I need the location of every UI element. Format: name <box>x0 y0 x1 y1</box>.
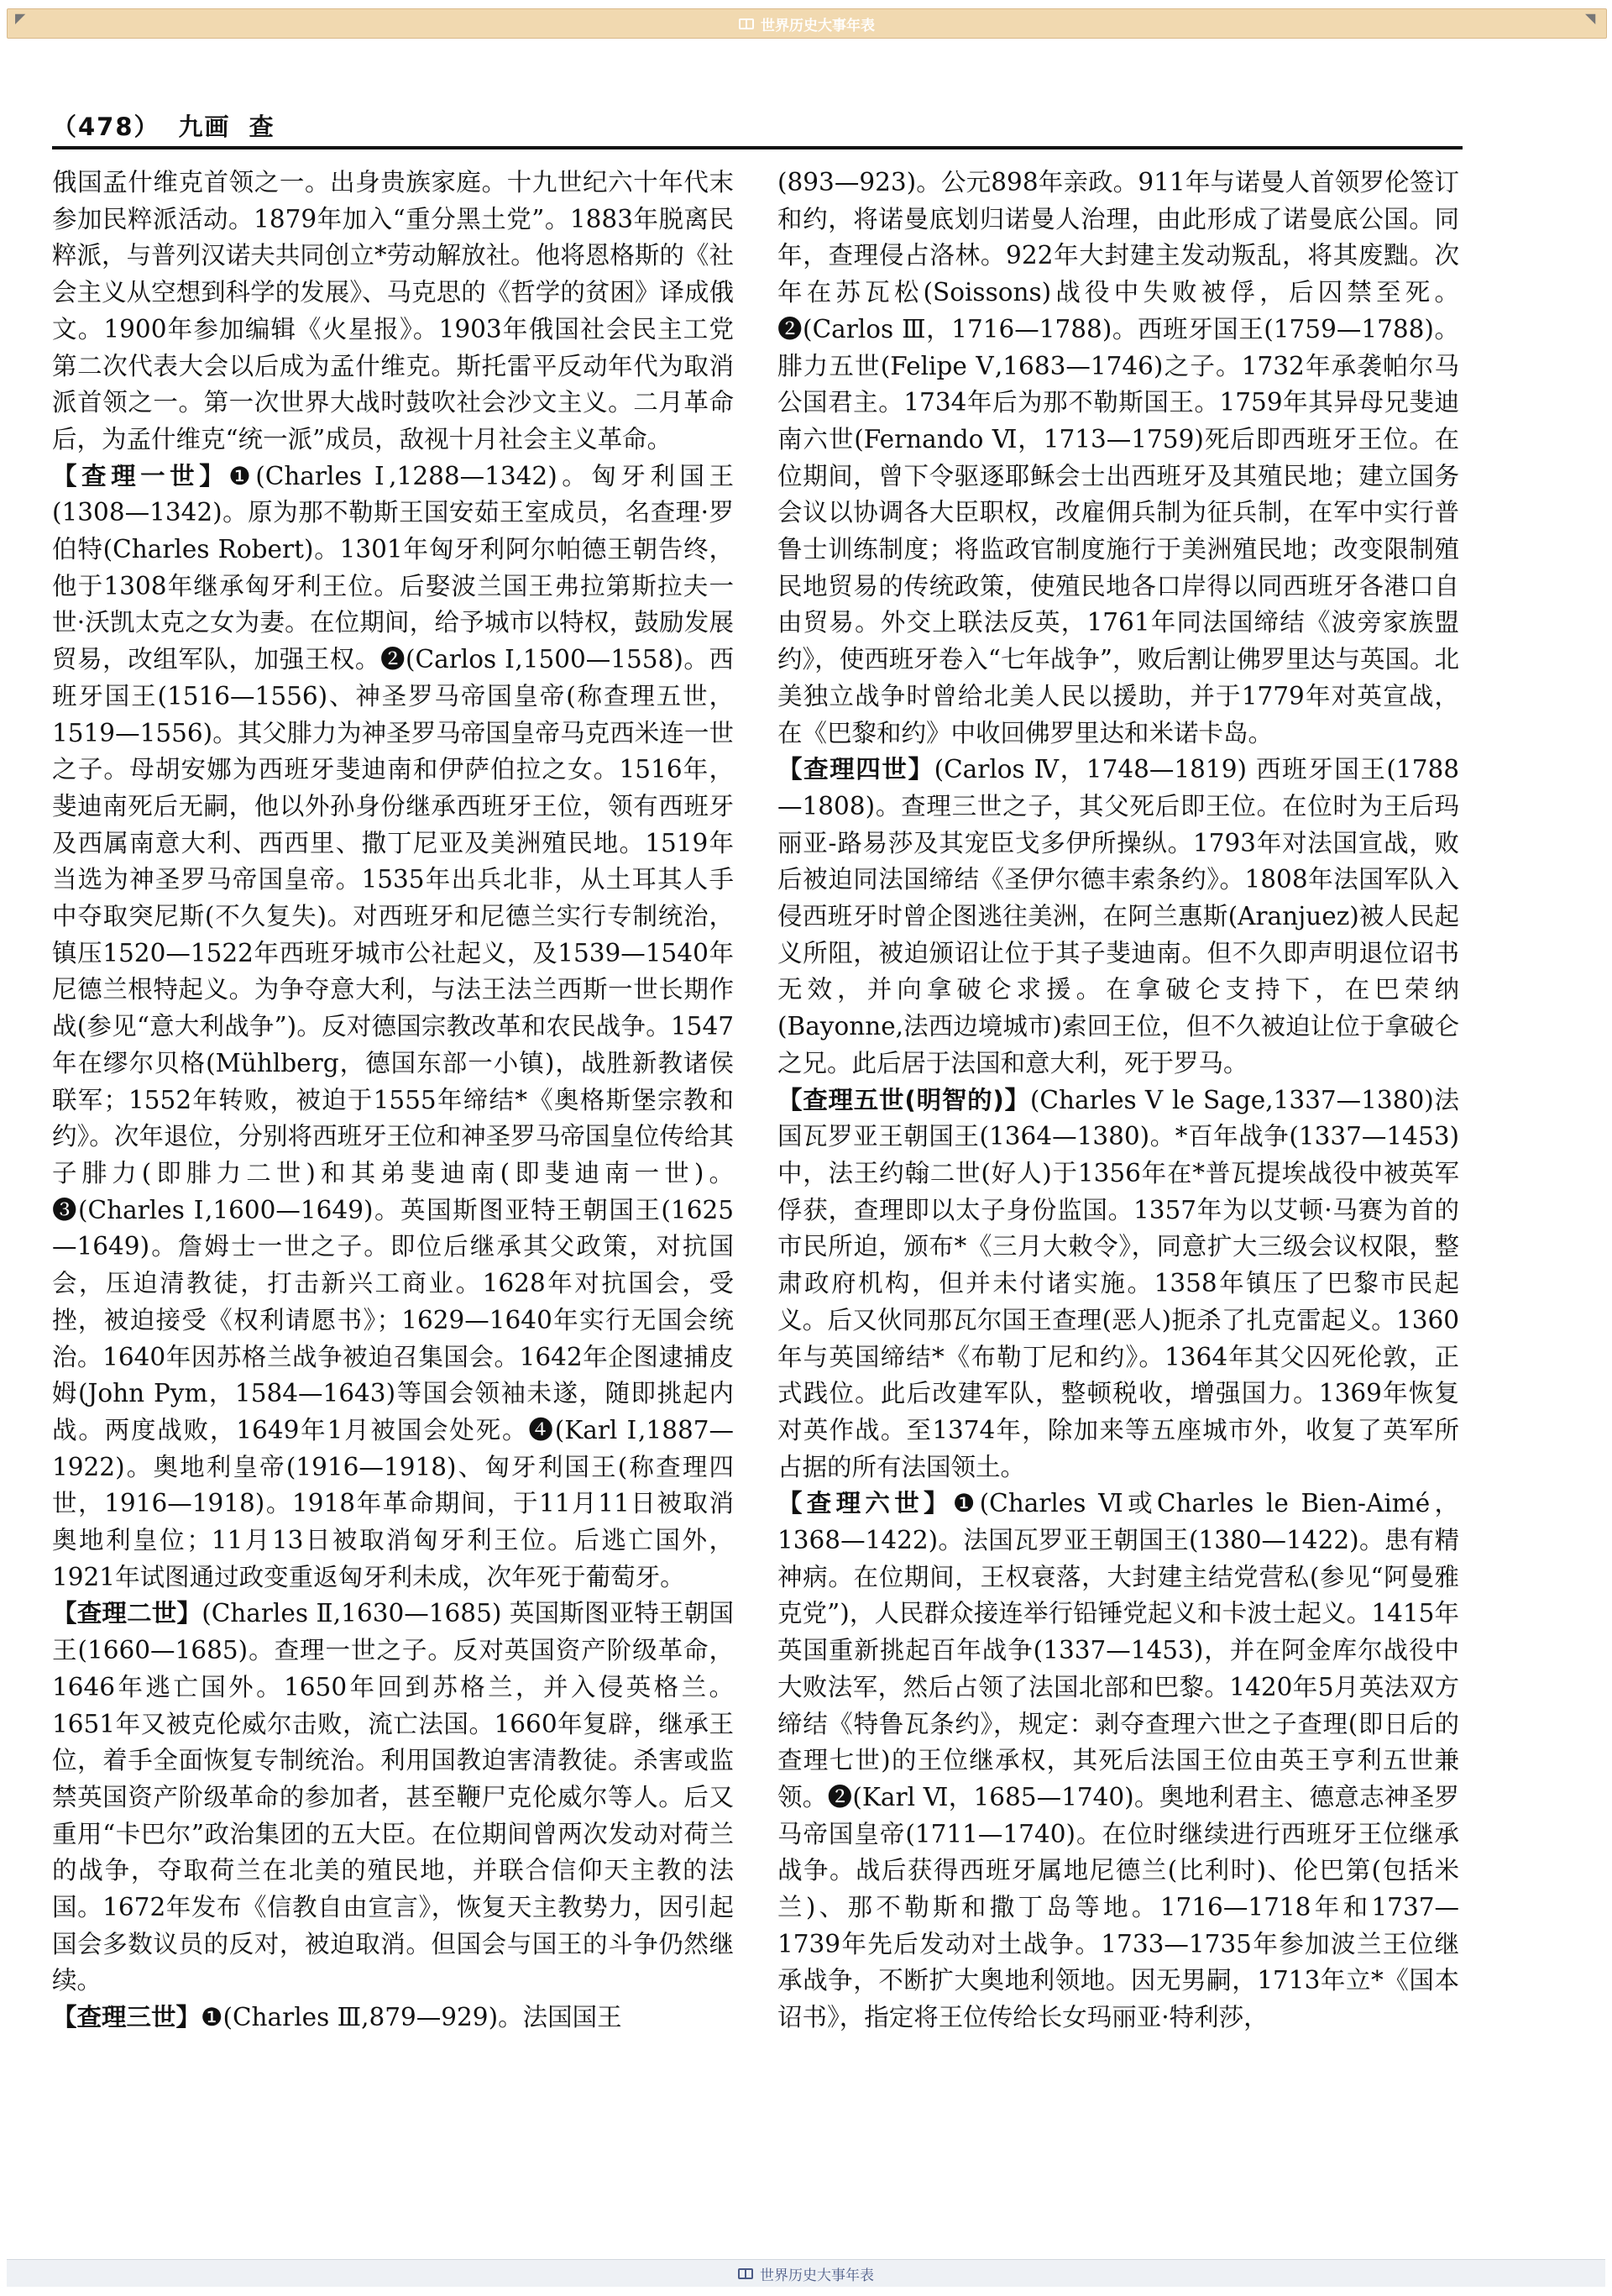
section-label: 九画 <box>178 113 231 141</box>
entry-title: 【查理三世】 <box>52 2003 202 2032</box>
page-header <box>52 106 1463 143</box>
left-column <box>52 165 734 2037</box>
index-character: 查 <box>249 113 275 141</box>
corner-arrow-left-icon[interactable]: ◤ <box>15 10 26 26</box>
entry-charles-ii: 【查理二世】(Charles Ⅱ,1630—1685) 英国斯图亚特王朝国王(1660—1685)。查理一世之子。反对英国资产阶级革命，1646年逃亡国外。1650年回到苏格兰，并入侵英格兰。1651年又被克伦威尔击败，流亡法国。1660年复辟，继承王位，着手全面恢复专制统治。利用国教迫害清教徒。杀害或监禁英国资产阶级革命的参加者，甚至鞭尸克伦威尔等人。后又重用“卡巴尔”政治集团的五大臣。在位期间曾两次发动对荷兰的战争，夺取荷兰在北美的殖民地，并联合信仰天主教的法国。1672年发布《信教自由宣言》，恢复天主教势力，因引起国会多数议员的反对，被迫取消。但国会与国王的斗争仍然继续。 <box>52 1599 734 1995</box>
app-title: 世界历史大事年表 <box>761 17 875 34</box>
page-number: （478） <box>52 113 160 141</box>
header-rule <box>52 146 1463 149</box>
entry-title: 【查理一世】 <box>52 461 229 490</box>
right-column <box>777 165 1459 2037</box>
book-icon <box>738 2268 753 2279</box>
title-bar-label <box>739 13 875 34</box>
entry-charles-iii-start: 【查理三世】❶(Charles Ⅲ,879—929)。法国国王 <box>52 2003 622 2032</box>
entry-charles-iv: 【查理四世】(Carlos Ⅳ，1748—1819) 西班牙国王(1788—1808)。查理三世之子，其父死后即王位。在位时为王后玛丽亚-路易莎及其宠臣戈多伊所操纵。1793年对法国宣战，败后被迫同法国缔结《圣伊尔德丰索条约》。1808年法国军队入侵西班牙时曾企图逃往美洲，在阿兰惠斯(Aranjuez)被人民起义所阻，被迫颁诏让位于其子斐迪南。但不久即声明退位诏书无效，并向拿破仑求援。在拿破仑支持下，在巴荣纳(Bayonne,法西边境城市)索回王位，但不久被迫让位于拿破仑之兄。此后居于法国和意大利，死于罗马。 <box>777 755 1459 1077</box>
entry-charles-v: 【查理五世(明智的)】(Charles Ⅴ le Sage,1337—1380)法国瓦罗亚王朝国王(1364—1380)。*百年战争(1337—1453)中，法王约翰二世(好人)于1356年在*普瓦提埃战役中被英军俘获，查理即以太子身份监国。1357年为以艾顿·马赛为首的市民所迫，颁布*《三月大敕令》，同意扩大三级会议权限，整肃政府机构，但并未付诸实施。1358年镇压了巴黎市民起义。后又伙同那瓦尔国王查理(恶人)扼杀了扎克雷起义。1360年与英国缔结*《布勒丁尼和约》。1364年其父囚死伦敦，正式践位。此后改建军队，整顿税收，增强国力。1369年恢复对英作战。至1374年，除加来等五座城市外，收复了英军所占据的所有法国领土。 <box>777 1085 1459 1481</box>
paragraph: (893—923)。公元898年亲政。911年与诺曼人首领罗伦签订和约，将诺曼底划归诺曼人治理，由此形成了诺曼底公国。同年，查理侵占洛林。922年大封建主发动叛乱，将其废黜。次年在苏瓦松(Soissons)战役中失败被俘，后囚禁至死。❷(Carlos Ⅲ，1716—1788)。西班牙国王(1759—1788)。腓力五世(Felipe Ⅴ,1683—1746)之子。1732年承袭帕尔马公国君主。1734年后为那不勒斯国王。1759年其异母兄斐迪南六世(Fernando Ⅵ，1713—1759)死后即西班牙王位。在位期间，曾下令驱逐耶稣会士出西班牙及其殖民地；建立国务会议以协调各大臣职权，改雇佣兵制为征兵制，在军中实行普鲁士训练制度；将监政官制度施行于美洲殖民地；改变限制殖民地贸易的传统政策，使殖民地各口岸得以同西班牙各港口自由贸易。外交上联法反英，1761年同法国缔结《波旁家族盟约》，使西班牙卷入“七年战争”，败后割让佛罗里达与英国。北美独立战争时曾给北美人民以援助，并于1779年对英宣战，在《巴黎和约》中收回佛罗里达和米诺卡岛。 <box>777 168 1459 747</box>
paragraph: 俄国孟什维克首领之一。出身贵族家庭。十九世纪六十年代末参加民粹派活动。1879年加入“重分黑土党”。1883年脱离民粹派，与普列汉诺夫共同创立*劳动解放社。他将恩格斯的《社会主义从空想到科学的发展》、马克思的《哲学的贫困》译成俄文。1900年参加编辑《火星报》。1903年俄国社会民主工党第二次代表大会以后成为孟什维克。斯托雷平反动年代为取消派首领之一。第一次世界大战时鼓吹社会沙文主义。二月革命后，为孟什维克“统一派”成员，敌视十月社会主义革命。 <box>52 168 734 453</box>
corner-arrow-right-icon[interactable]: ◥ <box>1585 10 1596 26</box>
entry-title: 【查理四世】 <box>777 755 934 784</box>
entry-charles-i: 【查理一世】❶(Charles Ⅰ,1288—1342)。匈牙利国王(1308—1342)。原为那不勒斯王国安茹王室成员，名查理·罗伯特(Charles Robert)。1301年匈牙利阿尔帕德王朝告终，他于1308年继承匈牙利王位。后娶波兰国王弗拉第斯拉夫一世·沃凯太克之女为妻。在位期间，给予城市以特权，鼓励发展贸易，改组军队，加强王权。❷(Carlos Ⅰ,1500—1558)。西班牙国王(1516—1556)、神圣罗马帝国皇帝(称查理五世，1519—1556)。其父腓力为神圣罗马帝国皇帝马克西米连一世之子。母胡安娜为西班牙斐迪南和伊萨伯拉之女。1516年，斐迪南死后无嗣，他以外孙身份继承西班牙王位，领有西班牙及西属南意大利、西西里、撒丁尼亚及美洲殖民地。1519年当选为神圣罗马帝国皇帝。1535年出兵北非，从土耳其人手中夺取突尼斯(不久复失)。对西班牙和尼德兰实行专制统治，镇压1520—1522年西班牙城市公社起义，及1539—1540年尼德兰根特起义。为争夺意大利，与法王法兰西斯一世长期作战(参见“意大利战争”)。反对德国宗教改革和农民战争。1547年在缪尔贝格(Mühlberg，德国东部一小镇)，战胜新教诸侯联军；1552年转败，被迫于1555年缔结*《奥格斯堡宗教和约》。次年退位，分别将西班牙王位和神圣罗马帝国皇位传给其子腓力(即腓力二世)和其弟斐迪南(即斐迪南一世)。❸(Charles Ⅰ,1600—1649)。英国斯图亚特王朝国王(1625—1649)。詹姆士一世之子。即位后继承其父政策，对抗国会，压迫清教徒，打击新兴工商业。1628年对抗国会，受挫，被迫接受《权利请愿书》；1629—1640年实行无国会统治。1640年因苏格兰战争被迫召集国会。1642年企图逮捕皮姆(John Pym，1584—1643)等国会领袖未遂，随即挑起内战。两度战败，1649年1月被国会处死。❹(Karl Ⅰ,1887—1922)。奥地利皇帝(1916—1918)、匈牙利国王(称查理四世，1916—1918)。1918年革命期间，于11月11日被取消奥地利皇位；11月13日被取消匈牙利王位。后逃亡国外，1921年试图通过政变重返匈牙利未成，次年死于葡萄牙。 <box>52 461 734 1591</box>
entry-title: 【查理六世】 <box>777 1489 953 1518</box>
footer-title: 世界历史大事年表 <box>760 2267 874 2284</box>
footer-bar <box>7 2259 1605 2287</box>
footer-bar-label <box>738 2263 874 2284</box>
entry-title: 【查理二世】 <box>52 1599 202 1628</box>
book-icon <box>739 18 754 29</box>
entry-charles-vi: 【查理六世】❶(Charles Ⅵ或Charles le Bien-Aimé，1368—1422)。法国瓦罗亚王朝国王(1380—1422)。患有精神病。在位期间，王权衰落，大封建主结党营私(参见“阿曼雅克党”)，人民群众接连举行铅锤党起义和卡波士起义。1415年英国重新挑起百年战争(1337—1453)，并在阿金库尔战役中大败法军，然后占领了法国北部和巴黎。1420年5月英法双方缔结《特鲁瓦条约》，规定：剥夺查理六世之子查理(即日后的查理七世)的王位继承权，其死后法国王位由英王亨利五世兼领。❷(Karl Ⅵ，1685—1740)。奥地利君主、德意志神圣罗马帝国皇帝(1711—1740)。在位时继续进行西班牙王位继承战争。战后获得西班牙属地尼德兰(比利时)、伦巴第(包括米兰)、那不勒斯和撒丁岛等地。1716—1718年和1737—1739年先后发动对土战争。1733—1735年参加波兰王位继承战争，不断扩大奥地利领地。因无男嗣，1713年立*《国本诏书》，指定将王位传给长女玛丽亚·特利莎， <box>777 1489 1459 2032</box>
entry-title: 【查理五世(明智的)】 <box>777 1085 1030 1114</box>
title-bar <box>7 8 1607 39</box>
